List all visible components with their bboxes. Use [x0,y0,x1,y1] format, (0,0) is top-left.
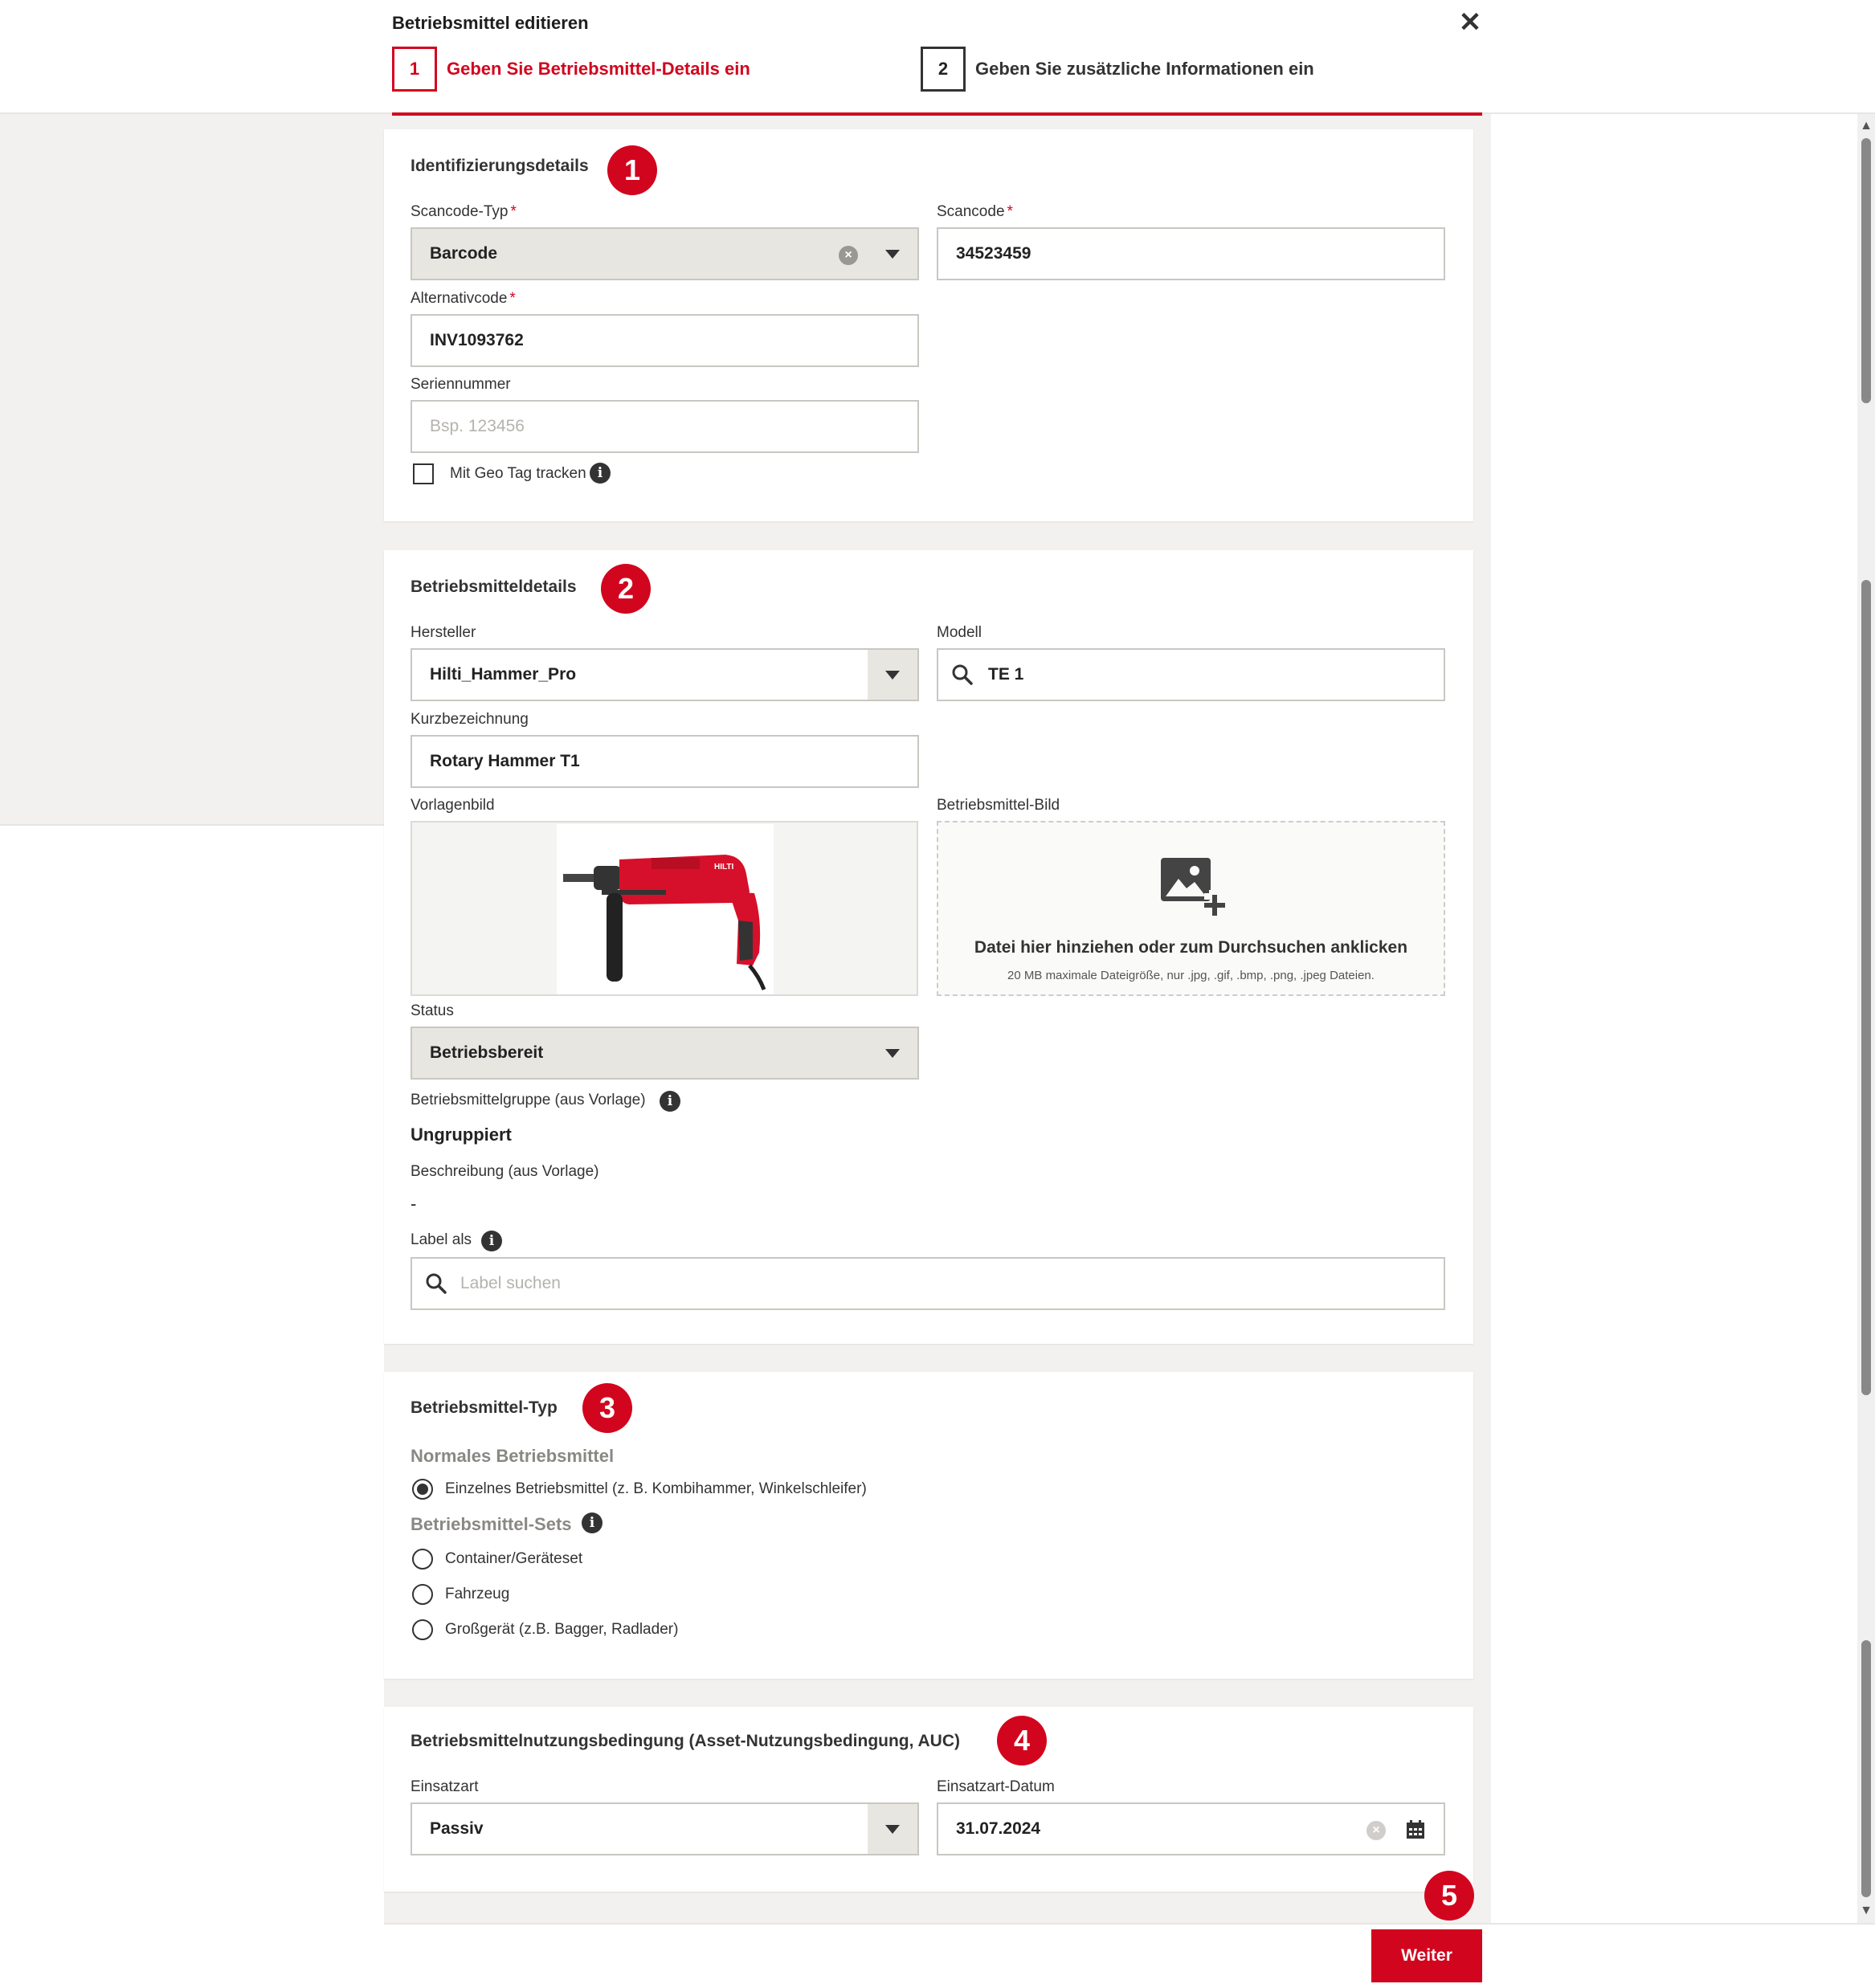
radio-vehicle-label: Fahrzeug [445,1586,510,1602]
radio-heavy-equipment[interactable] [412,1619,433,1640]
label-search-placeholder: Label suchen [460,1274,561,1292]
asset-type-card [384,1372,1473,1679]
manufacturer-label: Hersteller [411,624,476,641]
serial-input[interactable] [411,400,919,453]
step-1-label: Geben Sie Betriebsmittel-Details ein [447,59,750,79]
short-name-input[interactable]: Rotary Hammer T1 [411,735,919,788]
left-backdrop [0,114,384,826]
radio-container[interactable] [412,1549,433,1570]
model-search-input[interactable] [937,648,1445,701]
step-badge: 4 [997,1716,1047,1766]
scroll-up-icon[interactable]: ▲ [1860,119,1873,133]
search-icon [951,663,974,686]
section-title: Betriebsmitteldetails [411,578,577,596]
section-title: Betriebsmittel-Typ [411,1398,558,1417]
chevron-down-icon[interactable] [868,1804,917,1854]
add-image-icon [1159,855,1225,916]
step-1-number: 1 [392,47,437,92]
identification-card [384,129,1473,521]
close-icon[interactable]: ✕ [1458,7,1482,38]
scroll-thumb[interactable] [1861,773,1871,1158]
radio-heavy-equipment-label: Großgerät (z.B. Bagger, Radlader) [445,1621,679,1638]
altcode-input[interactable]: INV1093762 [411,314,919,367]
clear-icon[interactable]: × [839,246,858,265]
usage-date-input[interactable] [937,1802,1445,1855]
radio-single-asset-label: Einzelnes Betriebsmittel (z. B. Kombihammer, Winkelschleifer) [445,1480,867,1497]
section-title: Betriebsmittelnutzungsbedingung (Asset-Nutzungsbedingung, AUC) [411,1732,961,1750]
info-icon[interactable]: i [481,1231,502,1251]
scancode-type-select[interactable] [411,227,919,280]
radio-single-asset[interactable] [412,1479,433,1500]
scroll-down-icon[interactable]: ▼ [1860,1904,1873,1917]
info-icon[interactable]: i [582,1512,603,1533]
scancode-type-label: Scancode-Typ * [411,203,517,220]
rotary-hammer-image [557,824,774,994]
upload-title: Datei hier hinziehen oder zum Durchsuchen anklicken [974,938,1408,957]
upload-hint: 20 MB maximale Dateigröße, nur .jpg, .gif, .bmp, .png, .jpeg Dateien. [1007,969,1375,982]
chevron-down-icon[interactable] [868,229,917,279]
status-label: Status [411,1002,454,1019]
scancode-label: Scancode * [937,203,1013,220]
modal-header [0,0,1875,114]
modal-title: Betriebsmittel editieren [392,13,589,33]
short-name-label: Kurzbezeichnung [411,711,529,728]
clear-icon[interactable]: × [1366,1821,1386,1840]
asset-sets-heading: Betriebsmittel-Sets [411,1514,572,1534]
auc-card [384,1707,1473,1892]
step-2-number: 2 [921,47,966,92]
info-icon[interactable]: i [590,463,611,484]
calendar-icon[interactable] [1405,1819,1426,1840]
step-badge: 5 [1424,1871,1474,1921]
scroll-thumb[interactable] [1861,1640,1871,1897]
scroll-thumb[interactable] [1861,138,1871,403]
serial-placeholder: Bsp. 123456 [430,417,525,435]
usage-type-label: Einsatzart [411,1778,479,1795]
scroll-thumb[interactable] [1861,1331,1871,1395]
status-value: Betriebsbereit [430,1043,544,1062]
chevron-down-icon[interactable] [868,1028,917,1078]
status-select[interactable] [411,1027,919,1080]
step-badge: 2 [601,564,651,614]
description-value: - [411,1194,417,1214]
details-card [384,550,1473,1344]
step-badge: 3 [582,1383,632,1433]
next-button[interactable]: Weiter [1371,1929,1482,1982]
group-value: Ungruppiert [411,1125,512,1145]
altcode-label: Alternativcode * [411,290,516,307]
serial-label: Seriennummer [411,376,511,393]
section-title: Identifizierungsdetails [411,157,589,175]
step-progress-line [392,112,1482,116]
template-image-label: Vorlagenbild [411,797,495,814]
svg-text:HILTI: HILTI [714,863,734,872]
model-label: Modell [937,624,982,641]
step-2-label: Geben Sie zusätzliche Informationen ein [975,59,1314,79]
group-label: Betriebsmittelgruppe (aus Vorlage) [411,1092,646,1108]
label-as-label: Label als [411,1231,472,1248]
step-1[interactable] [392,47,750,92]
scrollbar[interactable] [1857,114,1875,1923]
modal-footer [384,1923,1875,1988]
radio-vehicle[interactable] [412,1584,433,1605]
scancode-type-value: Barcode [430,244,498,263]
manufacturer-select[interactable] [411,648,919,701]
description-label: Beschreibung (aus Vorlage) [411,1163,599,1180]
usage-date-value: 31.07.2024 [956,1819,1041,1838]
search-icon [425,1272,447,1295]
usage-type-value: Passiv [430,1819,484,1838]
model-value: TE 1 [988,665,1024,684]
chevron-down-icon[interactable] [868,650,917,700]
geo-tag-checkbox[interactable] [413,463,434,484]
geo-tag-label: Mit Geo Tag tracken [450,465,586,482]
info-icon[interactable]: i [660,1091,680,1112]
step-2[interactable] [921,47,1314,92]
step-badge: 1 [607,145,657,195]
scancode-input[interactable]: 34523459 [937,227,1445,280]
asset-image-label: Betriebsmittel-Bild [937,797,1060,814]
image-upload-dropzone[interactable] [937,821,1445,996]
manufacturer-value: Hilti_Hammer_Pro [430,665,577,684]
template-image [411,821,918,996]
normal-asset-heading: Normales Betriebsmittel [411,1446,615,1466]
label-search-input[interactable] [411,1257,1445,1310]
usage-date-label: Einsatzart-Datum [937,1778,1055,1795]
radio-container-label: Container/Geräteset [445,1550,583,1567]
usage-type-select[interactable] [411,1802,919,1855]
